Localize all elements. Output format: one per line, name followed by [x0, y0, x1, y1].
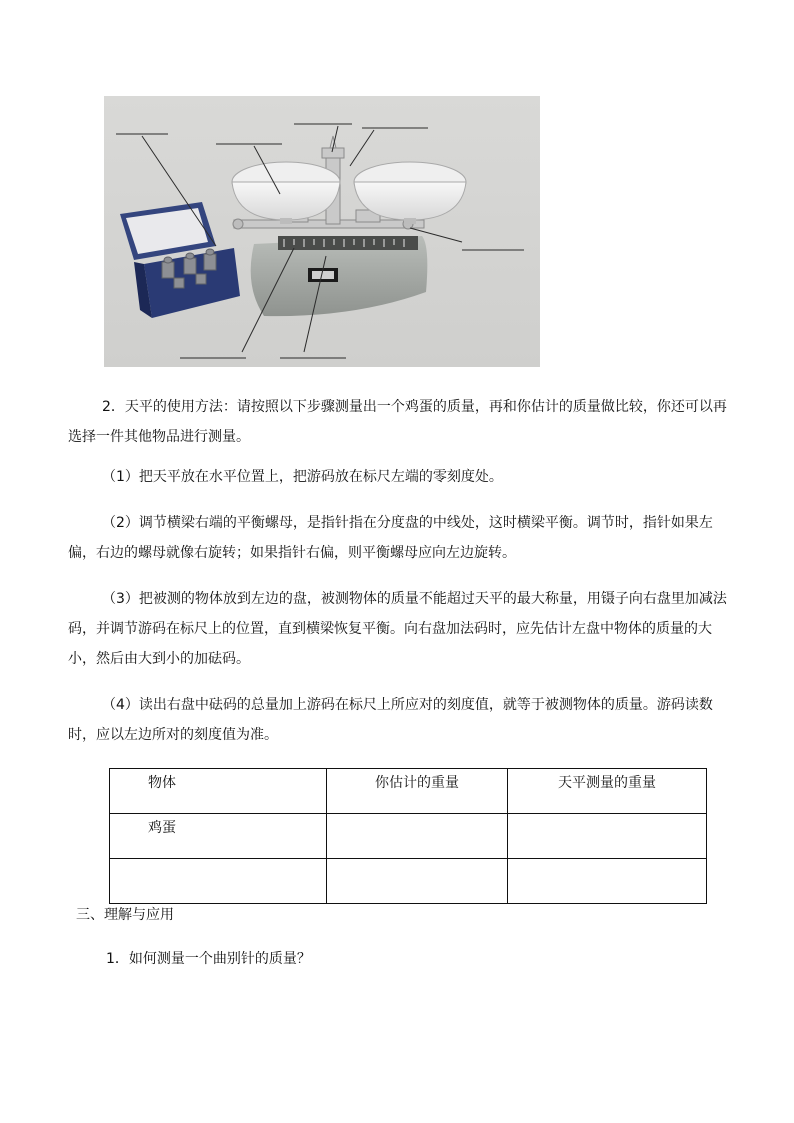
balance-photo [104, 96, 540, 367]
table-cell: 鸡蛋 [110, 814, 327, 859]
step-4: （4）读出右盘中砝码的总量加上游码在标尺上所应对的刻度值，就等于被测物体的质量。游码读数时，应以左边所对的刻度值为准。 [68, 697, 713, 743]
step-3: （3）把被测的物体放到左边的盘，被测物体的质量不能超过天平的最大称量，用镊子向右盘里加减法码，并调节游码在标尺上的位置，直到横梁恢复平衡。向右盘加法码时，应先估计左盘中物体的质量的大小，然后由大到小的加砝码。 [68, 591, 727, 667]
step-2: （2）调节横梁右端的平衡螺母，是指针指在分度盘的中线处，这时横梁平衡。调节时，指针如果左偏，右边的螺母就像右旋转；如果指针右偏，则平衡螺母应向左边旋转。 [68, 515, 713, 561]
question-1: 1．如何测量一个曲别针的质量？ [106, 951, 311, 967]
table-row [110, 814, 707, 859]
table-cell[interactable] [508, 859, 707, 904]
header-object: 物体 [110, 769, 327, 814]
table-cell[interactable] [327, 814, 508, 859]
header-measured: 天平测量的重量 [508, 769, 707, 814]
table-row [110, 859, 707, 904]
table-header-row [110, 769, 707, 814]
table-cell[interactable] [327, 859, 508, 904]
table-cell[interactable] [508, 814, 707, 859]
step-intro: 2．天平的使用方法：请按照以下步骤测量出一个鸡蛋的质量，再和你估计的质量做比较，你还可以再选择一件其他物品进行测量。 [68, 399, 727, 445]
table-cell[interactable] [110, 859, 327, 904]
step-1: （1）把天平放在水平位置上，把游码放在标尺左端的零刻度处。 [102, 469, 503, 485]
section-heading: 三、理解与应用 [76, 907, 174, 923]
measurement-table [109, 768, 707, 904]
header-estimate: 你估计的重量 [327, 769, 508, 814]
